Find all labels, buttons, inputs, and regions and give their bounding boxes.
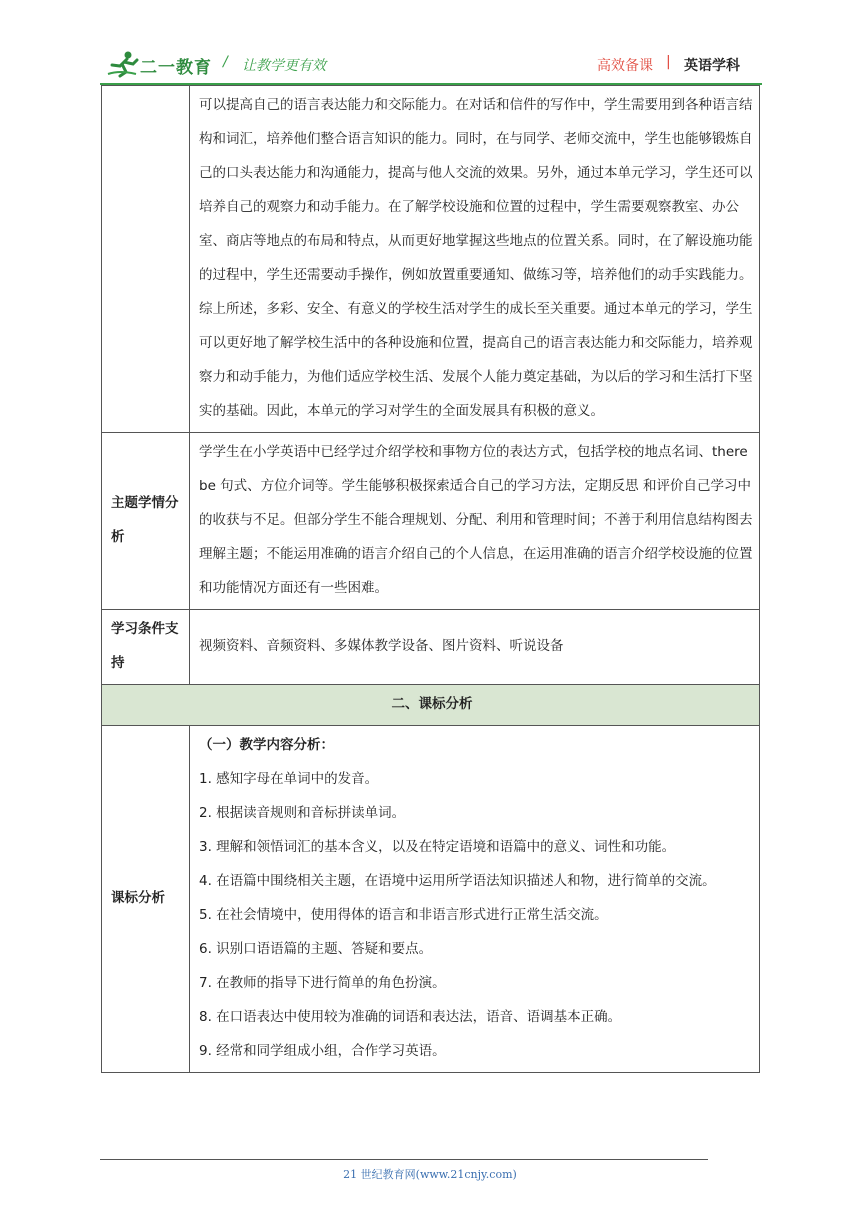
footer-source: 21 世纪教育网(www.21cnjy.com) [343,1168,517,1181]
standards-item: 2. 根据读音规则和音标拼读单词。 [199,805,406,821]
table-row-continued [102,86,760,433]
table-row-standards [102,726,760,1073]
continued-analysis-cell [190,86,760,433]
header-separator: | [666,54,671,70]
conditions-label: 学习条件支持 [102,610,190,685]
standards-item: 7. 在教师的指导下进行简单的角色扮演。 [199,975,446,991]
standards-item: 6. 识别口语语篇的主题、答疑和要点。 [199,941,433,957]
standards-content [190,726,760,1073]
standards-item: 1. 感知字母在单词中的发音。 [199,771,379,787]
lesson-plan-table [101,85,760,1073]
summary-paragraph: 综上所述，多彩、安全、有意义的学校生活对学生的成长至关重要。通过本单元的学习，学生可以更好地了解学校生活中的各种设施和位置，提高自己的语言表达能力和交际能力，培养观察力和动手能力，为他们适应学校生活、发展个人能力奠定基础，为以后的学习和生活打下坚实的基础。因此，本单元的学习对学生的全面发展具有积极的意义。 [199,301,753,419]
standards-item: 5. 在社会情境中，使用得体的语言和非语言形式进行正常生活交流。 [199,907,608,923]
table-row-section-heading [102,685,760,726]
brand-slogan: 让教学更有效 [242,58,326,74]
standards-label: 课标分析 [102,726,190,1073]
standards-subheading: （一）教学内容分析： [199,737,334,753]
page-header [0,0,860,84]
row-label-empty [102,86,190,433]
section-heading: 二、课标分析 [102,685,760,726]
table-row-learner-analysis [102,433,760,610]
brand-name: 二一教育 [140,58,212,78]
standards-item: 4. 在语篇中围绕相关主题，在语境中运用所学语法知识描述人和物，进行简单的交流。 [199,873,716,889]
learner-analysis-text: 学学生在小学英语中已经学过介绍学校和事物方位的表达方式，包括学校的地点名词、there be 句式、方位介词等。学生能够积极探索适合自己的学习方法，定期反思 和评价自己学习中的收获与不足。但部分学生不能合理规划、分配、利用和管理时间；不善于利用信息结构图去理解主题；不能运用准确的语言介绍自己的个人信息，在运用准确的语言介绍学校设施的位置和功能情况方面还有一些困难。 [190,433,760,610]
header-category: 高效备课 [597,58,653,74]
table-row-conditions [102,610,760,685]
header-subject: 英语学科 [684,58,740,74]
learner-analysis-label: 主题学情分析 [102,433,190,610]
standards-item: 9. 经常和同学组成小组，合作学习英语。 [199,1043,446,1059]
conditions-text: 视频资料、音频资料、多媒体教学设备、图片资料、听说设备 [190,610,760,685]
standards-item: 8. 在口语表达中使用较为准确的词语和表达法，语音、语调基本正确。 [199,1009,622,1025]
slogan-divider: / [223,54,228,70]
footer-rule [100,1159,708,1160]
analysis-paragraph: 可以提高自己的语言表达能力和交际能力。在对话和信件的写作中，学生需要用到各种语言结构和词汇，培养他们整合语言知识的能力。同时，在与同学、老师交流中，学生也能够锻炼自己的口头表达能力和沟通能力，提高与他人交流的效果。另外，通过本单元学习，学生还可以培养自己的观察力和动手能力。在了解学校设施和位置的过程中，学生需要观察教室、办公室、商店等地点的布局和特点，从而更好地掌握这些地点的位置关系。同时，在了解设施功能的过程中，学生还需要动手操作，例如放置重要通知、做练习等，培养他们的动手实践能力。 [199,97,753,283]
standards-item: 3. 理解和领悟词汇的基本含义，以及在特定语境和语篇中的意义、词性和功能。 [199,839,676,855]
